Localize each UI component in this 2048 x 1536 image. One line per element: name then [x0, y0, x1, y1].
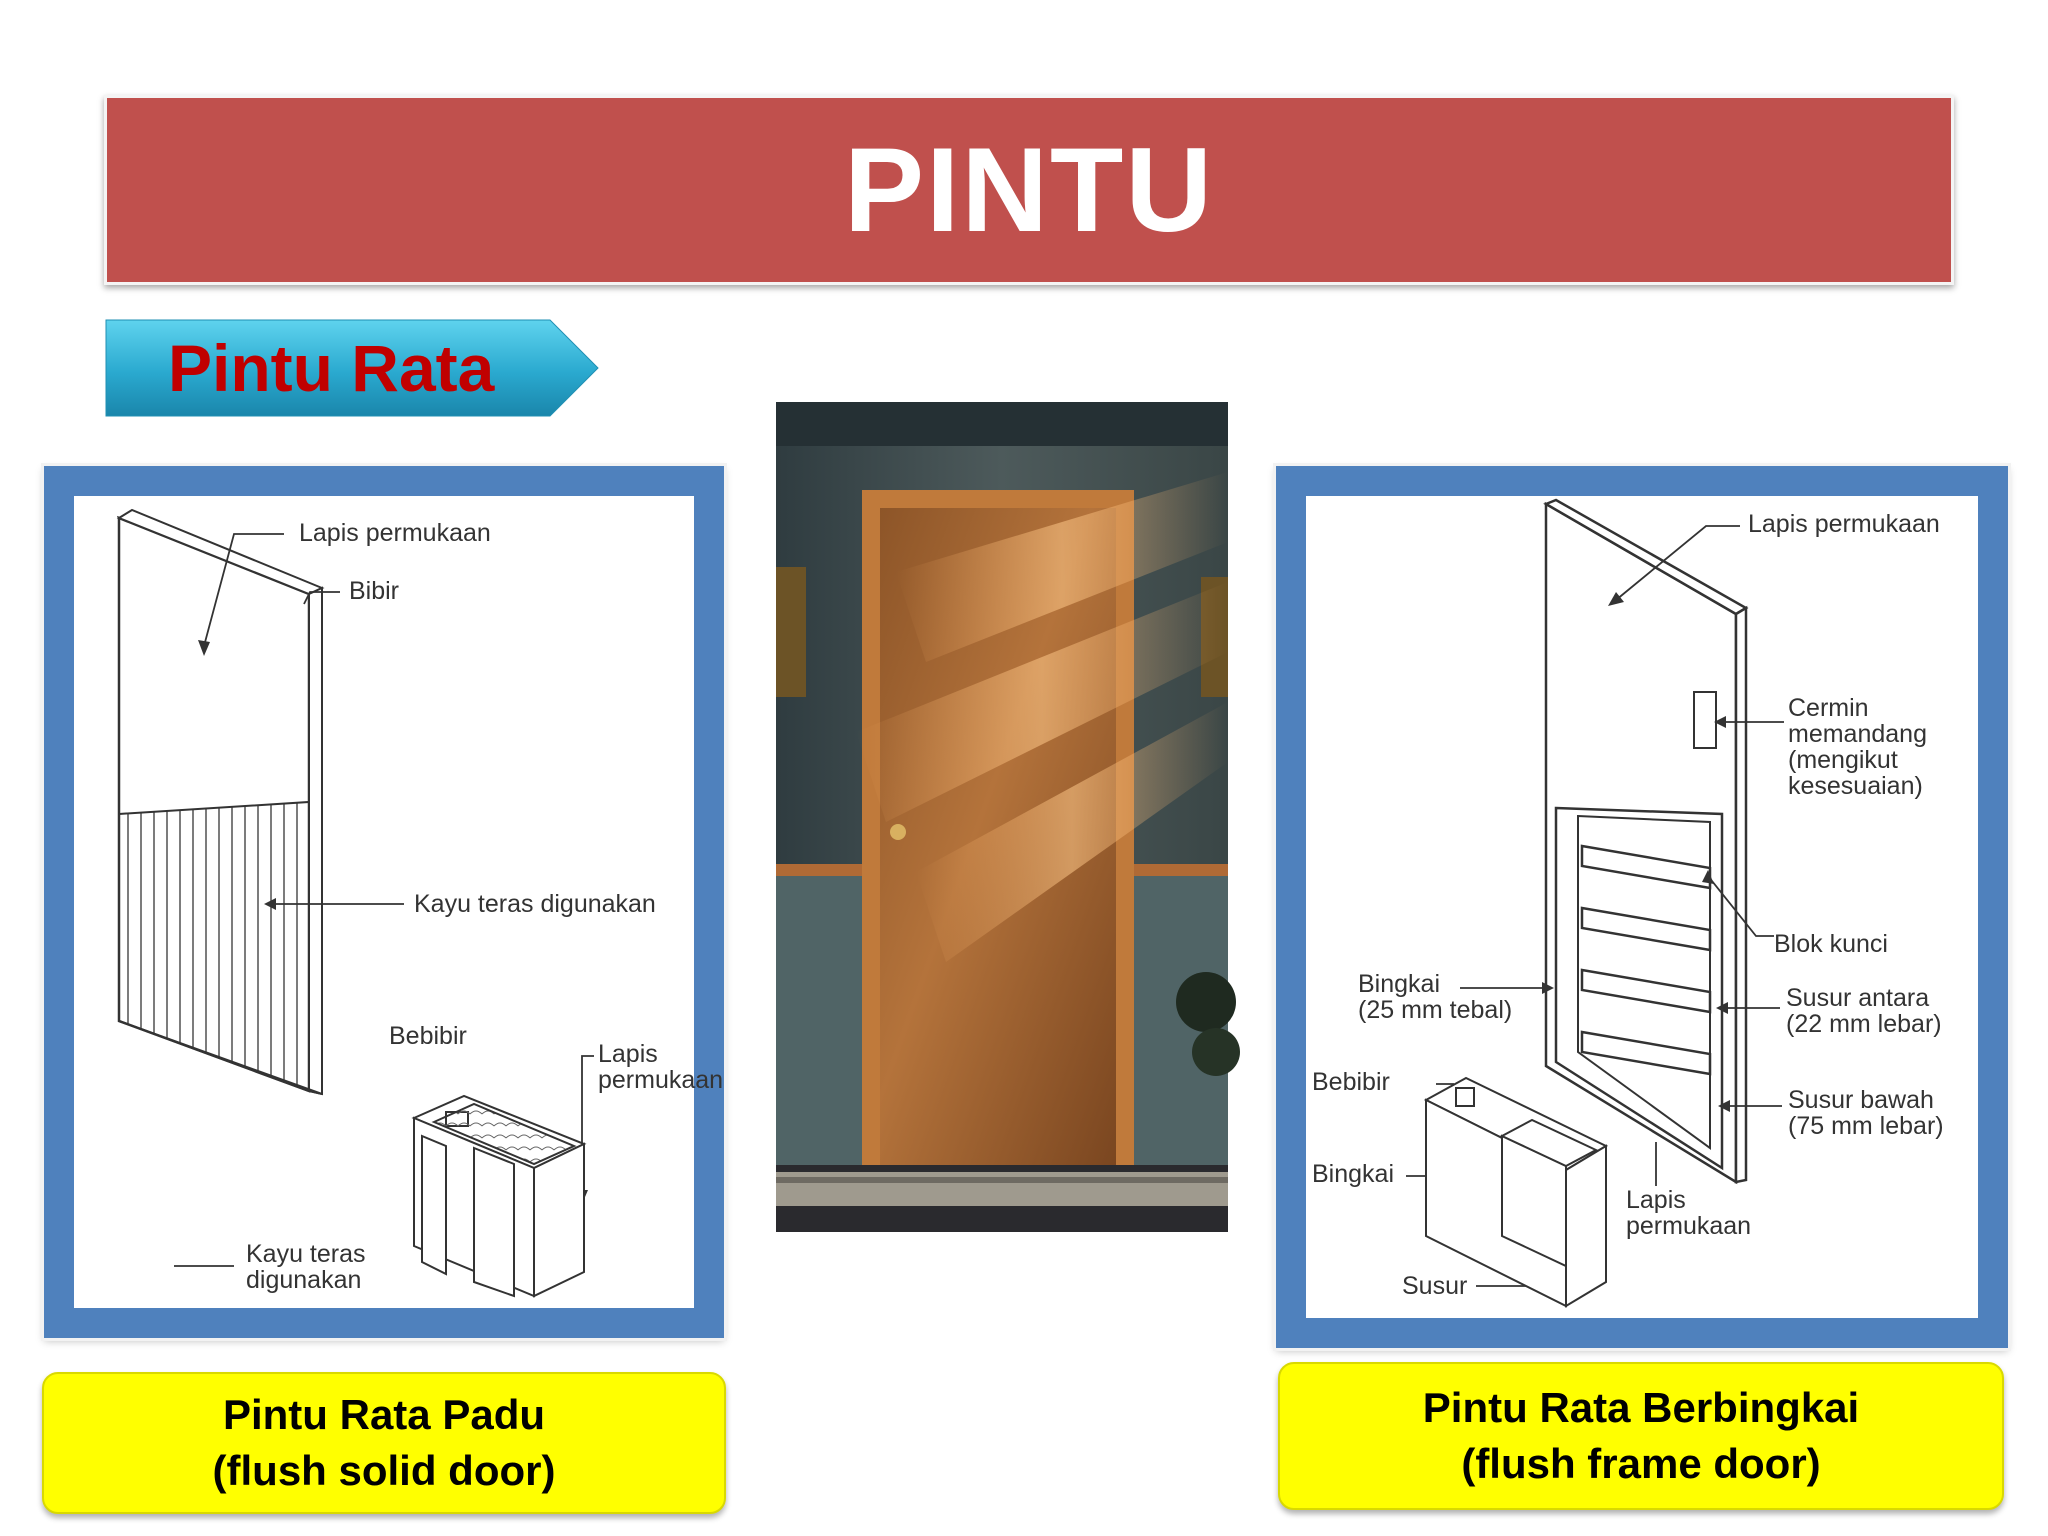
solid-door-diagram-frame [44, 466, 724, 1338]
frame-door-diagram-frame [1276, 466, 2008, 1348]
label-susur: Susur [1402, 1272, 1468, 1300]
frame-door-diagram [1306, 496, 1978, 1318]
label-cermin-2: memandang [1788, 720, 1927, 748]
caption-frame-door [1278, 1362, 2004, 1510]
label-susur-bawah-2: (75 mm lebar) [1788, 1112, 1944, 1140]
solid-door-drawing [119, 510, 322, 1128]
label-lapis-permukaan-right: Lapis permukaan [1748, 510, 1940, 538]
section-tag [104, 318, 600, 420]
label-lapis-detail-right-1: Lapis [1626, 1186, 1686, 1214]
solid-door-section-detail [414, 1096, 584, 1296]
caption-solid-door [42, 1372, 726, 1514]
label-susur-antara-1: Susur antara [1786, 984, 1930, 1012]
caption-frame-door-line2: (flush frame door) [1461, 1440, 1821, 1487]
label-susur-bawah-1: Susur bawah [1788, 1086, 1934, 1114]
label-bebibir-right: Bebibir [1312, 1068, 1390, 1096]
door-photo [776, 402, 1228, 1232]
label-bibir: Bibir [349, 577, 400, 605]
title-banner [104, 95, 1954, 285]
label-lapis-permukaan: Lapis permukaan [299, 519, 491, 547]
page-title: PINTU [844, 123, 1214, 257]
label-blok-kunci: Blok kunci [1774, 930, 1888, 958]
label-lapis-detail-right-2: permukaan [1626, 1212, 1752, 1240]
label-lapis-detail-2: permukaan [598, 1066, 724, 1094]
label-bingkai-detail: Bingkai [1312, 1160, 1394, 1188]
label-kayu-teras-bottom-2: digunakan [246, 1266, 362, 1294]
label-cermin-4: kesesuaian) [1788, 772, 1923, 800]
caption-frame-door-line1: Pintu Rata Berbingkai [1422, 1384, 1860, 1431]
label-cermin-3: (mengikut [1788, 746, 1898, 774]
frame-door-drawing [1546, 500, 1746, 1182]
label-bingkai-2: (25 mm tebal) [1358, 996, 1513, 1024]
section-tag-label: Pintu Rata [168, 331, 495, 405]
label-kayu-teras: Kayu teras digunakan [414, 890, 656, 918]
label-cermin-1: Cermin [1788, 694, 1869, 722]
label-lapis-detail-1: Lapis [598, 1040, 658, 1068]
label-bebibir: Bebibir [389, 1022, 467, 1050]
solid-door-diagram [74, 496, 724, 1308]
label-kayu-teras-bottom-1: Kayu teras [246, 1240, 366, 1268]
label-susur-antara-2: (22 mm lebar) [1786, 1010, 1942, 1038]
label-bingkai-1: Bingkai [1358, 970, 1440, 998]
caption-solid-door-line2: (flush solid door) [212, 1447, 556, 1494]
caption-solid-door-line1: Pintu Rata Padu [222, 1391, 546, 1438]
